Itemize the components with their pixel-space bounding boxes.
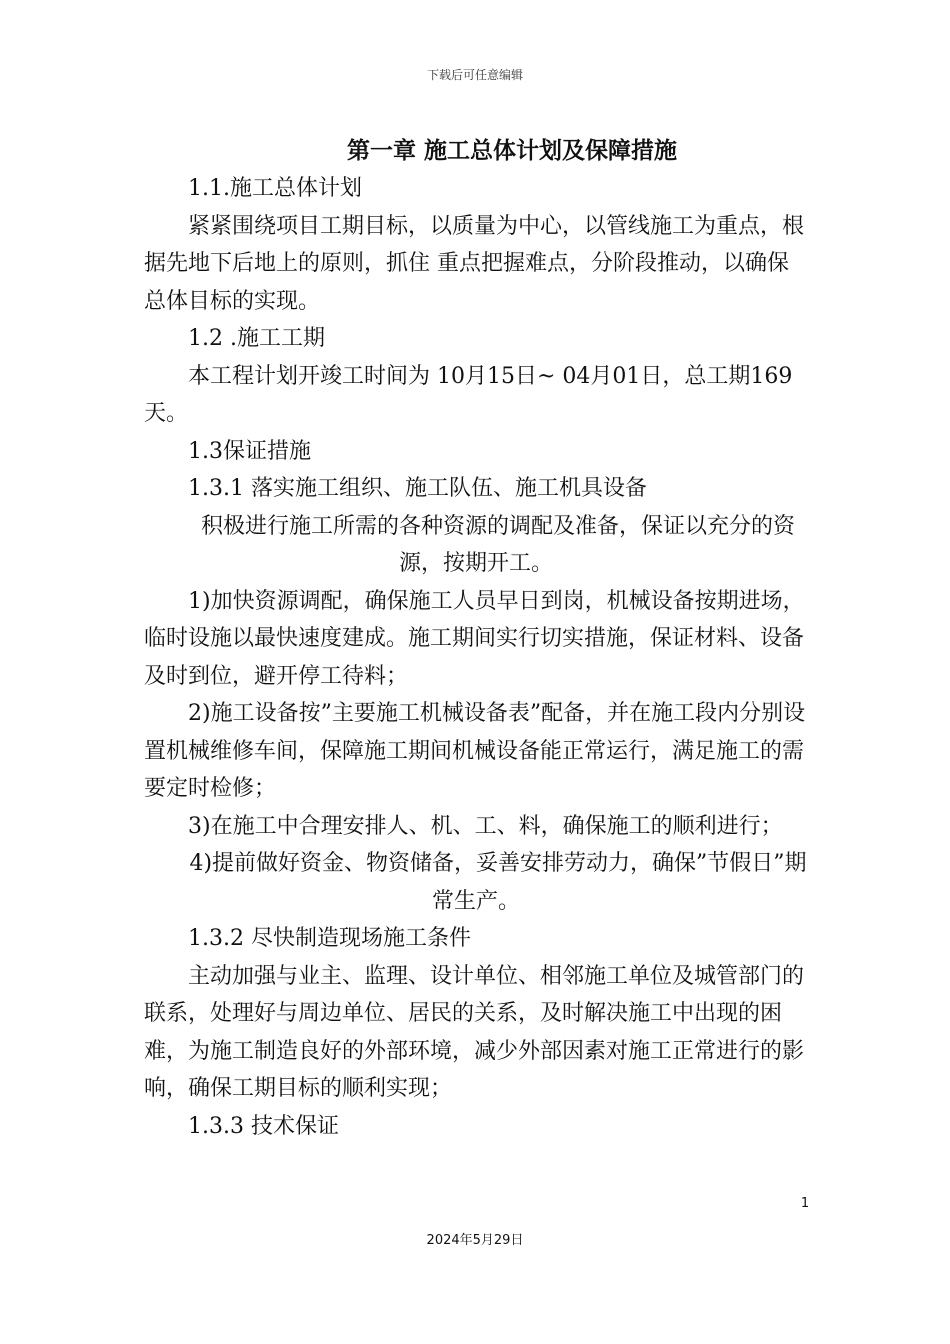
document-body — [144, 170, 808, 1145]
page-number: 1 — [800, 1196, 810, 1211]
paragraph-site-conditions: 主动加强与业主、监理、设计单位、相邻施工单位及城管部门的联系，处理好与周边单位、居民的关系，及时解决施工中出现的困难，为施工制造良好的外部环境，减少外部因素对施工正常进行的影响，确保工期目标的顺利实现； — [144, 963, 805, 1101]
paragraph-schedule: 本工程计划开竣工时间为 10月15日~ 04月01日，总工期169天。 — [144, 363, 793, 426]
list-item-3: 3)在施工中合理安排人、机、工、料，确保施工的顺利进行； — [188, 813, 783, 839]
paragraph-resources: 积极进行施工所需的各种资源的调配及准备，保证以充分的资源，按期开工。 — [200, 513, 795, 576]
list-item-4: 4)提前做好资金、物资储备，妥善安排劳动力，确保”节假日”期常生产。 — [189, 851, 807, 914]
section-heading-1-3-3: 1.3.3 技术保证 — [188, 1113, 339, 1139]
document-title: 第一章 施工总体计划及保障措施 — [346, 138, 677, 164]
list-item-1: 1)加快资源调配，确保施工人员早日到岗，机械设备按期进场，临时设施以最快速度建成。施工期间实行切实措施，保证材料、设备及时到位，避开停工待料； — [144, 588, 805, 689]
footer-date: 2024年5月29日 — [426, 1233, 524, 1248]
list-item-2: 2)施工设备按”主要施工机械设备表”配备，并在施工段内分别设置机械维修车间，保障施工期间机械设备能正常运行，满足施工的需要定时检修； — [144, 701, 806, 801]
header-note: 下载后可任意编辑 — [426, 68, 523, 82]
section-heading-1-3-2: 1.3.2 尽快制造现场施工条件 — [188, 926, 471, 951]
section-heading-1-3: 1.3保证措施 — [188, 438, 311, 464]
paragraph-overall-plan: 紧紧围绕项目工期目标，以质量为中心，以管线施工为重点，根据先地下后地上的原则，抓住 重点把握难点，分阶段推动，以确保总体目标的实现。 — [144, 213, 805, 314]
section-heading-1-2: 1.2 .施工工期 — [188, 326, 325, 351]
section-heading-1-1: 1.1.施工总体计划 — [188, 176, 362, 201]
section-heading-1-3-1: 1.3.1 落实施工组织、施工队伍、施工机具设备 — [188, 476, 647, 501]
